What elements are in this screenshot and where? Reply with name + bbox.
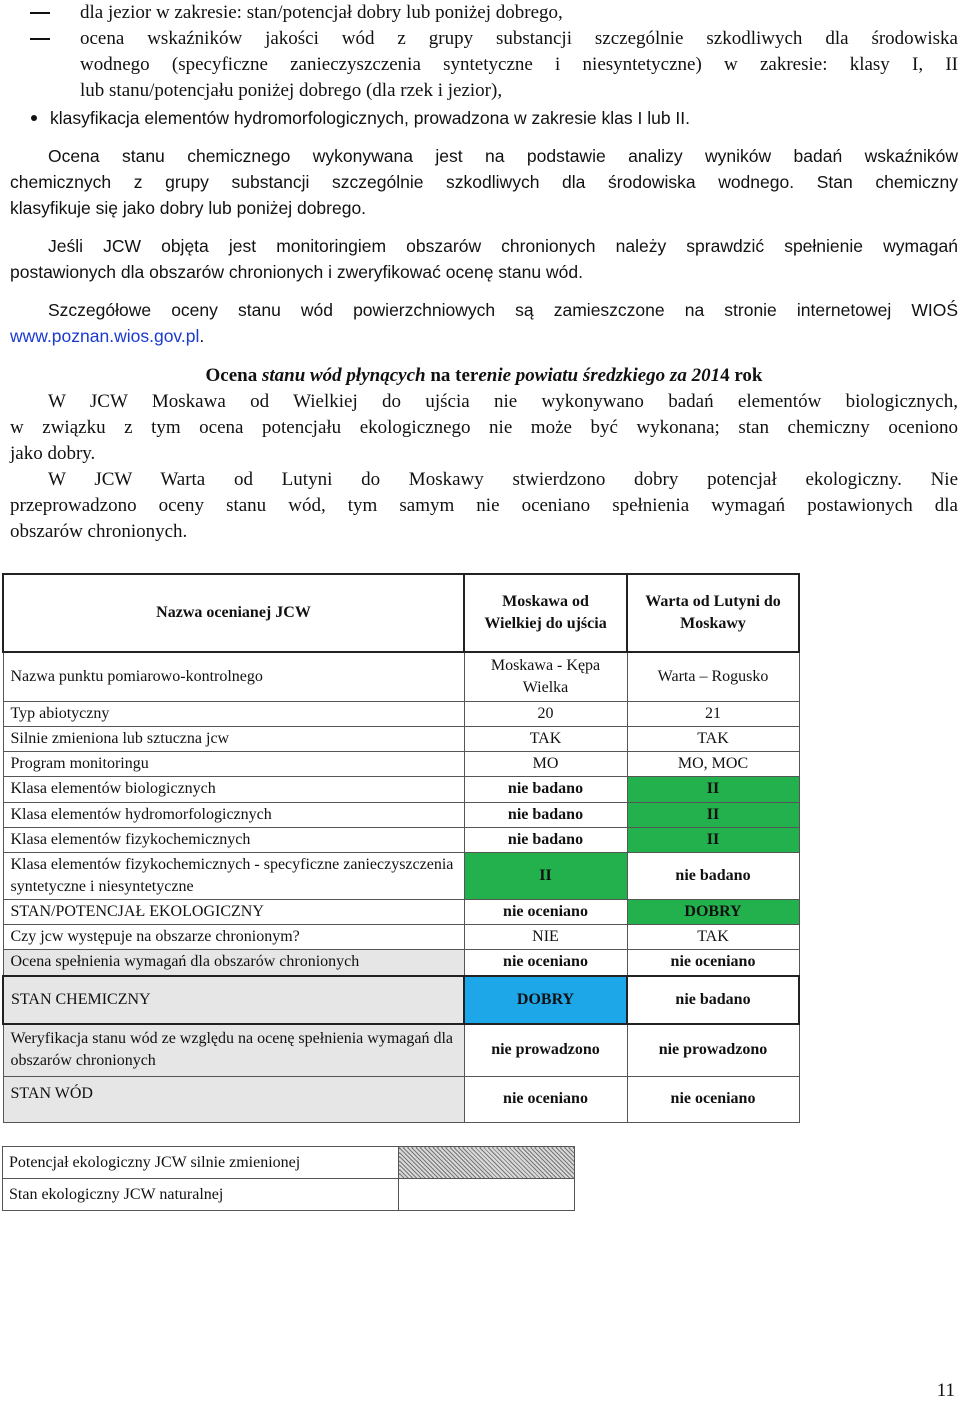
row-label: Nazwa punktu pomiarowo-kontrolnego <box>3 652 464 701</box>
row-label: Ocena spełnienia wymagań dla obszarów chronionych <box>3 949 464 976</box>
row-label: Program monitoringu <box>3 751 464 776</box>
cell-class-good: II <box>464 852 627 899</box>
table-row <box>3 701 799 726</box>
paragraph-line <box>10 323 958 349</box>
table-row <box>3 802 799 827</box>
table-row <box>3 852 799 899</box>
cell: 21 <box>627 701 799 726</box>
cell: nie prowadzono <box>464 1024 627 1076</box>
row-label: Typ abiotyczny <box>3 701 464 726</box>
cell: nie oceniano <box>464 899 627 924</box>
paragraph-line: W JCW Warta od Lutyni do Moskawy stwierdzono dobry potencjał ekologiczny. Nie <box>48 469 958 490</box>
cell: TAK <box>627 924 799 949</box>
table-row <box>3 1024 799 1076</box>
legend-table <box>2 1146 575 1211</box>
cell: TAK <box>464 726 627 751</box>
paragraph-line: Szczegółowe oceny stanu wód powierzchniowych są zamieszczone na stronie internetowej WIOŚ <box>48 300 958 320</box>
bullet-icon <box>31 115 37 121</box>
paragraph-line: postawionych dla obszarów chronionych i zweryfikować ocenę stanu wód. <box>10 262 583 282</box>
table-row <box>3 924 799 949</box>
legend-label: Potencjał ekologiczny JCW silnie zmienionej <box>3 1147 399 1179</box>
list-item-continuation: lub stanu/potencjału poniżej dobrego (dla rzek i jezior), <box>80 80 503 101</box>
cell: nie badano <box>627 852 799 899</box>
link-period: . <box>199 326 205 346</box>
table-row <box>3 1076 799 1122</box>
list-item: dla jezior w zakresie: stan/potencjał dobry lub poniżej dobrego, <box>80 2 563 23</box>
cell: MO, MOC <box>627 751 799 776</box>
cell: nie oceniano <box>627 949 799 976</box>
assessment-table <box>2 573 800 1123</box>
paragraph-line: przeprowadzono oceny stanu wód, tym samym nie oceniano spełnienia wymagań postawionych dla <box>10 495 958 516</box>
cell: 20 <box>464 701 627 726</box>
table-row <box>3 776 799 802</box>
paragraph-line: Jeśli JCW objęta jest monitoringiem obszarów chronionych należy sprawdzić spełnienie wymagań <box>48 236 958 256</box>
row-label: Klasa elementów biologicznych <box>3 776 464 802</box>
paragraph-line: chemicznych z grupy substancji szczególnie szkodliwych dla środowiska wodnego. Stan chemiczny <box>10 172 958 192</box>
row-label: Klasa elementów fizykochemicznych <box>3 827 464 852</box>
cell: nie badano <box>464 827 627 852</box>
cell-class-good: II <box>627 827 799 852</box>
cell: MO <box>464 751 627 776</box>
table-row <box>3 652 799 701</box>
paragraph-line: obszarów chronionych. <box>10 521 188 542</box>
table-row <box>3 827 799 852</box>
row-label: Silnie zmieniona lub sztuczna jcw <box>3 726 464 751</box>
row-label: Klasa elementów hydromorfologicznych <box>3 802 464 827</box>
cell: nie badano <box>464 802 627 827</box>
heading-part: enie powiatu średzkiego za 201 <box>478 365 721 386</box>
dash-bullet-icon <box>30 12 50 14</box>
paragraph-line: klasyfikuje się jako dobry lub poniżej dobrego. <box>10 198 367 218</box>
cell-chem-good: DOBRY <box>464 976 627 1024</box>
table-row <box>3 751 799 776</box>
list-item-continuation: wodnego (specyficzne zanieczyszczenia syntetyczne i niesyntetyczne) w zakresie: klasy I, II <box>80 54 958 75</box>
header-col-1: Moskawa od Wielkiej do ujścia <box>464 574 627 652</box>
paragraph-line: Ocena stanu chemicznego wykonywana jest na podstawie analizy wyników badań wskaźników <box>48 146 958 166</box>
section-heading <box>10 363 958 389</box>
wios-link[interactable]: www.poznan.wios.gov.pl <box>10 326 200 346</box>
header-label: Nazwa ocenianej JCW <box>3 574 464 652</box>
cell: nie oceniano <box>627 1076 799 1122</box>
cell: TAK <box>627 726 799 751</box>
cell: nie oceniano <box>464 1076 627 1122</box>
legend-hatch-swatch <box>399 1147 575 1179</box>
legend-empty-swatch <box>399 1179 575 1211</box>
heading-part: 4 rok <box>720 365 763 386</box>
table-header-row <box>3 574 799 652</box>
legend-row <box>3 1147 575 1179</box>
header-col-2: Warta od Lutyni do Moskawy <box>627 574 799 652</box>
cell: Moskawa - Kępa Wielka <box>464 652 627 701</box>
dash-bullet-icon <box>30 38 50 40</box>
cell: nie badano <box>464 776 627 802</box>
cell: nie oceniano <box>464 949 627 976</box>
row-label: Klasa elementów fizykochemicznych - specyficzne zanieczyszczenia syntetyczne i niesyntetyczne <box>3 852 464 899</box>
cell: Warta – Rogusko <box>627 652 799 701</box>
cell: nie prowadzono <box>627 1024 799 1076</box>
paragraph-line: W JCW Moskawa od Wielkiej do ujścia nie wykonywano badań elementów biologicznych, <box>48 391 958 412</box>
cell-status-good: DOBRY <box>627 899 799 924</box>
paragraph-line: w związku z tym ocena potencjału ekologicznego nie może być wykonana; stan chemiczny oceniono <box>10 417 958 438</box>
list-item: ocena wskaźników jakości wód z grupy substancji szczególnie szkodliwych dla środowiska <box>80 28 958 49</box>
row-label: STAN CHEMICZNY <box>3 976 464 1024</box>
cell-class-good: II <box>627 802 799 827</box>
cell-class-good: II <box>627 776 799 802</box>
legend-label: Stan ekologiczny JCW naturalnej <box>3 1179 399 1211</box>
legend-row <box>3 1179 575 1211</box>
row-label: STAN/POTENCJAŁ EKOLOGICZNY <box>3 899 464 924</box>
table-row <box>3 976 799 1024</box>
heading-part: na ter <box>425 365 479 386</box>
cell: NIE <box>464 924 627 949</box>
cell: nie badano <box>627 976 799 1024</box>
row-label: STAN WÓD <box>3 1076 464 1122</box>
list-item: klasyfikacja elementów hydromorfologicznych, prowadzona w zakresie klas I lub II. <box>50 108 691 128</box>
row-label: Czy jcw występuje na obszarze chronionym? <box>3 924 464 949</box>
row-label: Weryfikacja stanu wód ze względu na ocenę spełnienia wymagań dla obszarów chronionych <box>3 1024 464 1076</box>
page-number: 11 <box>936 1380 955 1401</box>
table-row <box>3 949 799 976</box>
table-row <box>3 899 799 924</box>
paragraph-line: jako dobry. <box>10 443 96 464</box>
heading-part: stanu wód płynących <box>261 365 426 386</box>
table-row <box>3 726 799 751</box>
heading-part: Ocena <box>205 365 262 386</box>
